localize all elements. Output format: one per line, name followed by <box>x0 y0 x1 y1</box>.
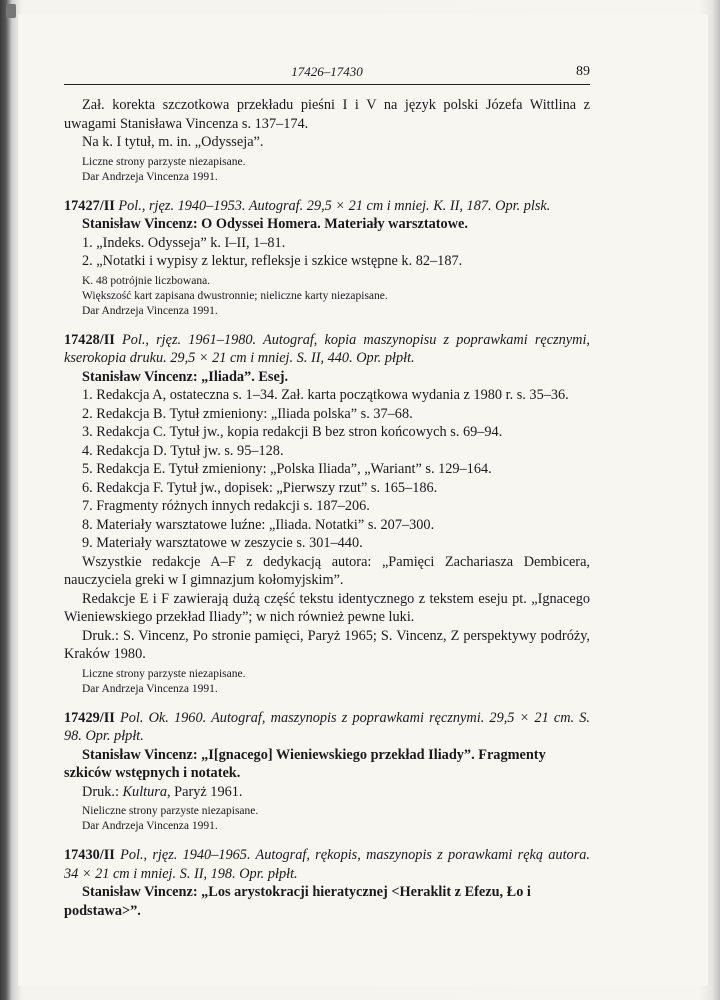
entry-note: Nieliczne strony parzyste niezapisane. <box>82 805 259 817</box>
list-item: 1. Redakcja A, ostateczna s. 1–34. Zał. karta początkowa wydania z 1980 r. s. 35–36. <box>82 387 569 403</box>
entry-description: Pol., rjęz. 1940–1953. Autograf. 29,5 × 21 cm i mniej. K. II, 187. Opr. plsk. <box>118 197 551 214</box>
intro-notes <box>64 155 590 185</box>
entry-note: Dar Andrzeja Vincenza 1991. <box>82 820 218 832</box>
list-item: 7. Fragmenty różnych innych redakcji s. 187–206. <box>82 498 370 514</box>
entry-paragraph: Druk.: S. Vincenz, Po stronie pamięci, Paryż 1965; S. Vincenz, Z perspektywy podróży, Kraków 1980. <box>64 627 590 662</box>
scan-corner-mark <box>6 4 16 18</box>
entry-header <box>64 197 590 216</box>
entry-notes <box>64 804 590 834</box>
list-item: 2. „Notatki i wypisy z lektur, refleksje i szkice wstępne k. 82–187. <box>82 253 463 269</box>
list-item: 1. „Indeks. Odysseja” k. I–II, 1–81. <box>82 234 286 251</box>
catalog-entry-17429 <box>64 709 590 835</box>
entry-paragraph: Redakcje E i F zawierają dużą część tekstu identycznego z tekstem eseju pt. „Ignacego Wieniewskiego przekład Iliady”; w nich również pewne luki. <box>64 590 590 625</box>
entry-id: 17428/II <box>64 331 115 348</box>
list-item: 9. Materiały warsztatowe w zeszycie s. 301–440. <box>82 535 363 551</box>
entry-note: Liczne strony parzyste niezapisane. <box>82 667 246 680</box>
entry-title: Stanisław Vincenz: „I[gnacego] Wieniewskiego przekład Iliady”. Fragmenty szkiców wstępnych i notatek. <box>64 746 546 781</box>
page-body <box>64 96 590 920</box>
list-item: 3. Redakcja C. Tytuł jw., kopia redakcji B bez stron końcowych s. 69–94. <box>82 424 503 440</box>
entry-id: 17430/II <box>64 847 115 863</box>
entry-paragraph: Wszystkie redakcje A–F z dedykacją autora: „Pamięci Zachariasza Dembicera, nauczyciela greki w I gimnazjum kołomyjskim”. <box>64 553 590 588</box>
entry-description: Pol. Ok. 1960. Autograf, maszynopis z poprawkami ręcznymi. 29,5 × 21 cm. S. 98. Opr. płpłt. <box>64 709 590 744</box>
entry-id: 17429/II <box>64 709 115 726</box>
header-entry-range: 17426–17430 <box>291 64 363 79</box>
list-item: 4. Redakcja D. Tytuł jw. s. 95–128. <box>82 442 284 459</box>
entry-description: Pol., rjęz. 1961–1980. Autograf, kopia maszynopisu z poprawkami ręcznymi, kserokopia druku. 29,5 × 21 cm i mniej. S. II, 440. Opr. płpłt. <box>64 331 591 366</box>
list-item: 2. Redakcja B. Tytuł zmieniony: „Iliada polska” s. 37–68. <box>82 405 413 422</box>
entry-header <box>64 331 590 368</box>
print-title: Kultura <box>122 783 168 800</box>
catalog-entry-17430 <box>64 846 590 920</box>
print-rest: , Paryż 1961. <box>167 783 243 800</box>
page-number: 89 <box>576 64 590 79</box>
intro-paragraph-2: Na k. I tytuł, m. in. „Odysseja”. <box>82 134 264 150</box>
intro-note-2: Dar Andrzeja Vincenza 1991. <box>82 170 218 183</box>
entry-print-info <box>64 783 590 802</box>
catalog-entry-17428 <box>64 331 590 697</box>
catalog-entry-17427 <box>64 197 590 319</box>
entry-note: Dar Andrzeja Vincenza 1991. <box>82 682 218 695</box>
entry-notes <box>64 274 590 319</box>
entry-notes <box>64 667 590 697</box>
intro-note-1: Liczne strony parzyste niezapisane. <box>82 155 246 168</box>
entry-title: Stanisław Vincenz: „Iliada”. Esej. <box>82 368 289 385</box>
entry-title: Stanisław Vincenz: O Odyssei Homera. Materiały warsztatowe. <box>82 216 468 232</box>
list-item: 5. Redakcja E. Tytuł zmieniony: „Polska Iliada”, „Wariant” s. 129–164. <box>82 461 492 477</box>
entry-note: Większość kart zapisana dwustronnie; nieliczne karty niezapisane. <box>82 289 388 302</box>
entry-description: Pol., rjęz. 1940–1965. Autograf, rękopis, maszynopis z porawkami ręką autora. 34 × 21 cm i mniej. S. II, 198. Opr. płpłt. <box>64 847 590 882</box>
entry-id: 17427/II <box>64 197 115 214</box>
entry-note: K. 48 potrójnie liczbowana. <box>82 274 211 287</box>
entry-continuation <box>64 96 590 185</box>
list-item: 6. Redakcja F. Tytuł jw., dopisek: „Pierwszy rzut” s. 165–186. <box>82 479 438 496</box>
print-prefix: Druk.: <box>82 783 123 800</box>
intro-paragraph-1: Zał. korekta szczotkowa przekładu pieśni I i V na język polski Józefa Wittlina z uwagami Stanisława Vincenza s. 137–174. <box>64 97 590 132</box>
entry-note: Dar Andrzeja Vincenza 1991. <box>82 304 218 317</box>
running-header <box>64 62 590 85</box>
entry-title: Stanisław Vincenz: „Los arystokracji hieratycznej <Heraklit z Efezu, Ło i podstawa>”. <box>64 884 531 919</box>
list-item: 8. Materiały warsztatowe luźne: „Iliada. Notatki” s. 207–300. <box>82 516 435 533</box>
entry-header <box>64 709 590 746</box>
entry-header <box>64 846 590 883</box>
